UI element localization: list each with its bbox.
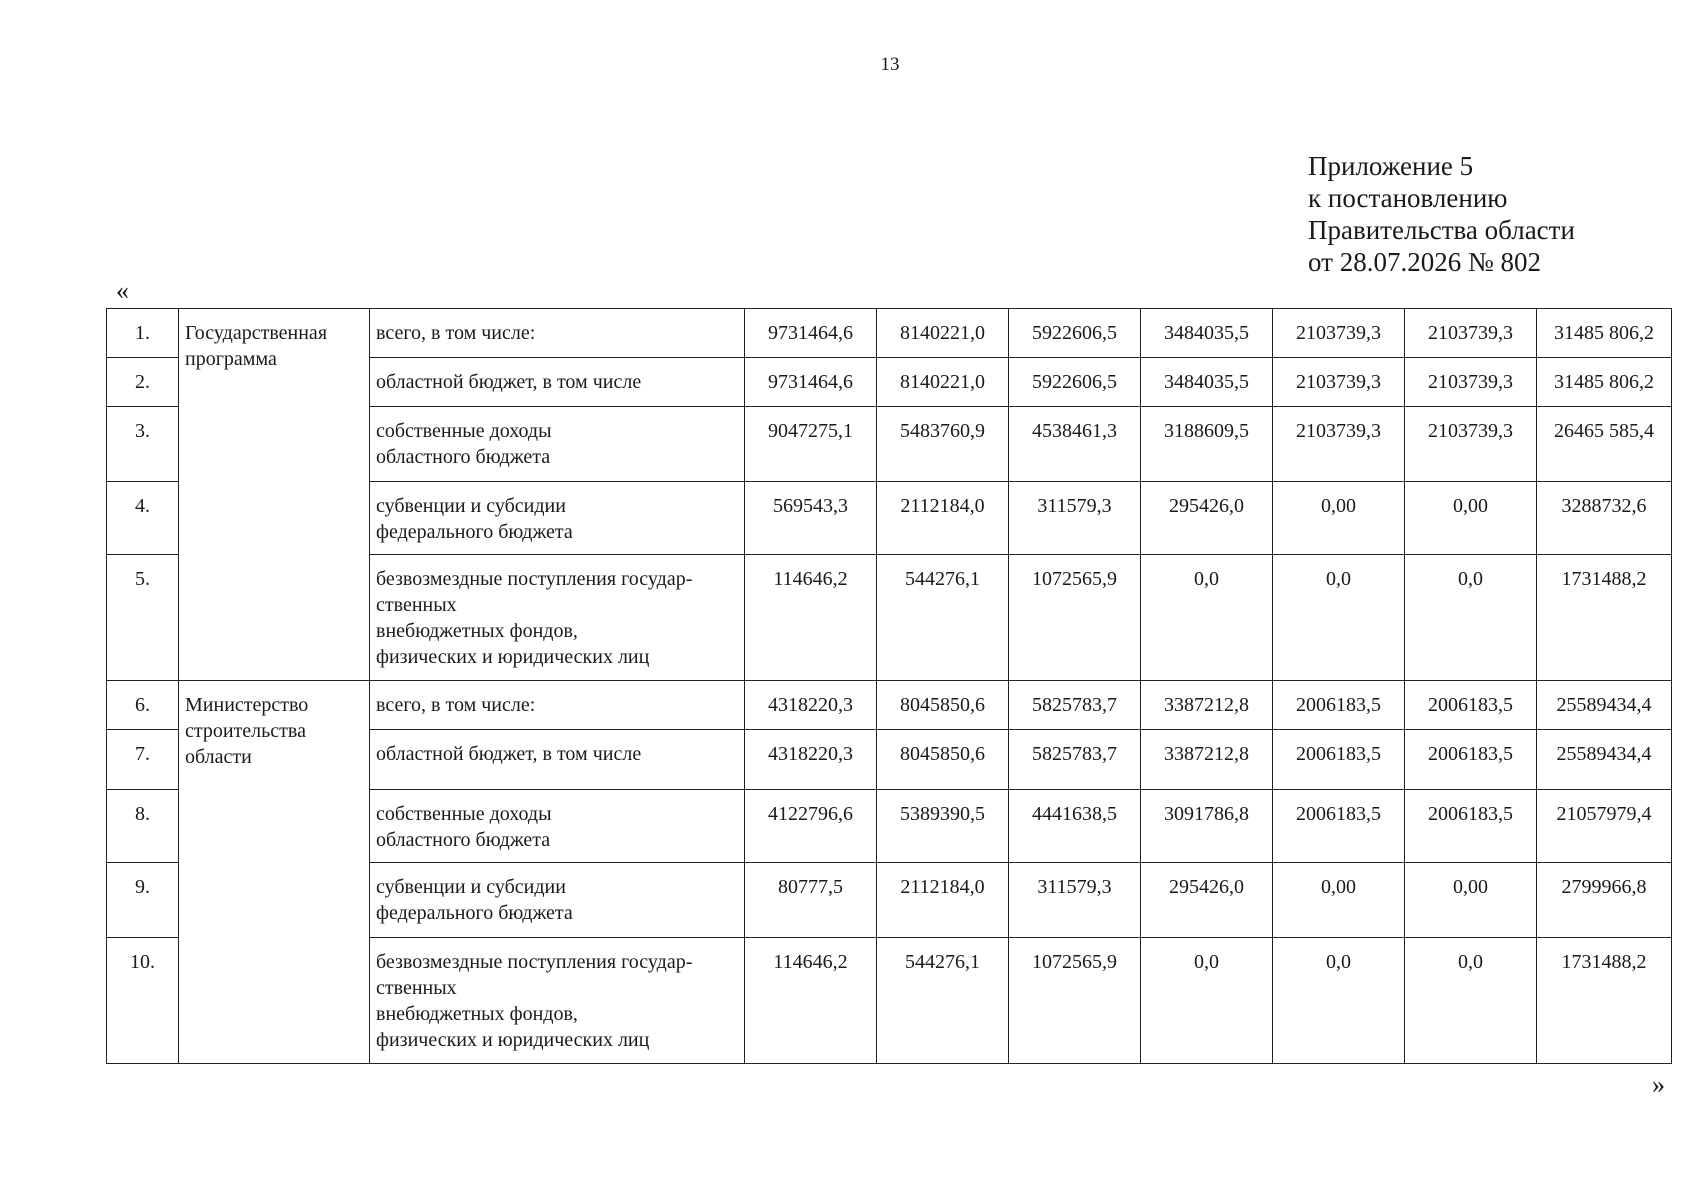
amount-total-cell: 31485 806,2: [1537, 309, 1672, 358]
amount-cell: 4538461,3: [1009, 407, 1141, 482]
amount-cell: 0,00: [1273, 482, 1405, 555]
amount-cell: 544276,1: [877, 938, 1009, 1064]
amount-cell: 311579,3: [1009, 482, 1141, 555]
amount-total-cell: 3288732,6: [1537, 482, 1672, 555]
funding-source: собственные доходы областного бюджета: [370, 790, 745, 863]
funding-source: безвозмездные поступления государ- ственных внебюджетных фондов, физических и юридических лиц: [370, 938, 745, 1064]
amount-total-cell: 25589434,4: [1537, 730, 1672, 790]
appendix-title: Приложение 5: [1308, 151, 1474, 181]
amount-cell: 3484035,5: [1141, 309, 1273, 358]
amount-cell: 2006183,5: [1273, 790, 1405, 863]
amount-cell: 0,0: [1141, 555, 1273, 681]
amount-cell: 9731464,6: [745, 309, 877, 358]
row-number: 10.: [107, 938, 179, 1064]
amount-cell: 2112184,0: [877, 863, 1009, 938]
amount-cell: 569543,3: [745, 482, 877, 555]
row-number: 4.: [107, 482, 179, 555]
amount-cell: 8140221,0: [877, 358, 1009, 407]
amount-cell: 5825783,7: [1009, 730, 1141, 790]
amount-cell: 1072565,9: [1009, 555, 1141, 681]
page-number: 13: [880, 54, 900, 75]
amount-cell: 0,00: [1273, 863, 1405, 938]
amount-cell: 0,00: [1405, 863, 1537, 938]
amount-cell: 9047275,1: [745, 407, 877, 482]
amount-cell: 2103739,3: [1273, 358, 1405, 407]
amount-cell: 114646,2: [745, 555, 877, 681]
appendix-resolution: к постановлению: [1308, 183, 1508, 213]
amount-cell: 3387212,8: [1141, 730, 1273, 790]
amount-cell: 5922606,5: [1009, 309, 1141, 358]
row-number: 7.: [107, 730, 179, 790]
table-body: [107, 309, 1672, 1064]
amount-cell: 311579,3: [1009, 863, 1141, 938]
row-number: 9.: [107, 863, 179, 938]
amount-cell: 1072565,9: [1009, 938, 1141, 1064]
amount-total-cell: 1731488,2: [1537, 938, 1672, 1064]
amount-cell: 2112184,0: [877, 482, 1009, 555]
amount-cell: 2006183,5: [1405, 790, 1537, 863]
row-number: 8.: [107, 790, 179, 863]
amount-cell: 2006183,5: [1405, 730, 1537, 790]
amount-cell: 9731464,6: [745, 358, 877, 407]
amount-cell: 2103739,3: [1405, 358, 1537, 407]
funding-source: всего, в том числе:: [370, 681, 745, 730]
funding-source: безвозмездные поступления государ- ственных внебюджетных фондов, физических и юридических лиц: [370, 555, 745, 681]
amount-cell: 3387212,8: [1141, 681, 1273, 730]
amount-cell: 4318220,3: [745, 681, 877, 730]
amount-cell: 544276,1: [877, 555, 1009, 681]
row-number: 6.: [107, 681, 179, 730]
amount-total-cell: 2799966,8: [1537, 863, 1672, 938]
budget-table: [106, 308, 1672, 1064]
amount-cell: 2006183,5: [1405, 681, 1537, 730]
appendix-authority: Правительства области: [1308, 215, 1575, 245]
row-number: 3.: [107, 407, 179, 482]
amount-cell: 0,0: [1273, 938, 1405, 1064]
amount-cell: 2006183,5: [1273, 730, 1405, 790]
amount-cell: 2103739,3: [1273, 309, 1405, 358]
amount-cell: 295426,0: [1141, 863, 1273, 938]
amount-cell: 5825783,7: [1009, 681, 1141, 730]
amount-cell: 4122796,6: [745, 790, 877, 863]
row-number: 1.: [107, 309, 179, 358]
amount-total-cell: 21057979,4: [1537, 790, 1672, 863]
appendix-date-number: от 28.07.2026 № 802: [1308, 247, 1541, 277]
amount-cell: 3091786,8: [1141, 790, 1273, 863]
amount-cell: 0,0: [1141, 938, 1273, 1064]
program-owner: Государственная программа: [179, 309, 370, 681]
funding-source: субвенции и субсидии федерального бюджета: [370, 482, 745, 555]
funding-source: собственные доходы областного бюджета: [370, 407, 745, 482]
amount-cell: 5389390,5: [877, 790, 1009, 863]
funding-source: областной бюджет, в том числе: [370, 730, 745, 790]
amount-cell: 5483760,9: [877, 407, 1009, 482]
funding-source: областной бюджет, в том числе: [370, 358, 745, 407]
amount-cell: 0,0: [1405, 555, 1537, 681]
amount-cell: 4318220,3: [745, 730, 877, 790]
amount-cell: 4441638,5: [1009, 790, 1141, 863]
amount-total-cell: 25589434,4: [1537, 681, 1672, 730]
amount-cell: 295426,0: [1141, 482, 1273, 555]
amount-cell: 8140221,0: [877, 309, 1009, 358]
closing-quote: »: [1652, 1070, 1665, 1099]
appendix-header: [1308, 150, 1575, 278]
amount-cell: 2103739,3: [1273, 407, 1405, 482]
amount-cell: 3188609,5: [1141, 407, 1273, 482]
row-number: 5.: [107, 555, 179, 681]
amount-cell: 2103739,3: [1405, 407, 1537, 482]
amount-cell: 2006183,5: [1273, 681, 1405, 730]
amount-cell: 0,0: [1273, 555, 1405, 681]
program-owner: Министерство строительства области: [179, 681, 370, 1064]
amount-cell: 0,00: [1405, 482, 1537, 555]
amount-total-cell: 1731488,2: [1537, 555, 1672, 681]
amount-cell: 3484035,5: [1141, 358, 1273, 407]
row-number: 2.: [107, 358, 179, 407]
amount-cell: 80777,5: [745, 863, 877, 938]
amount-cell: 8045850,6: [877, 730, 1009, 790]
funding-source: субвенции и субсидии федерального бюджета: [370, 863, 745, 938]
table-row: [107, 309, 1672, 358]
amount-cell: 0,0: [1405, 938, 1537, 1064]
amount-cell: 5922606,5: [1009, 358, 1141, 407]
amount-total-cell: 26465 585,4: [1537, 407, 1672, 482]
opening-quote: «: [116, 276, 129, 305]
amount-total-cell: 31485 806,2: [1537, 358, 1672, 407]
table-row: [107, 681, 1672, 730]
amount-cell: 114646,2: [745, 938, 877, 1064]
funding-source: всего, в том числе:: [370, 309, 745, 358]
amount-cell: 2103739,3: [1405, 309, 1537, 358]
amount-cell: 8045850,6: [877, 681, 1009, 730]
